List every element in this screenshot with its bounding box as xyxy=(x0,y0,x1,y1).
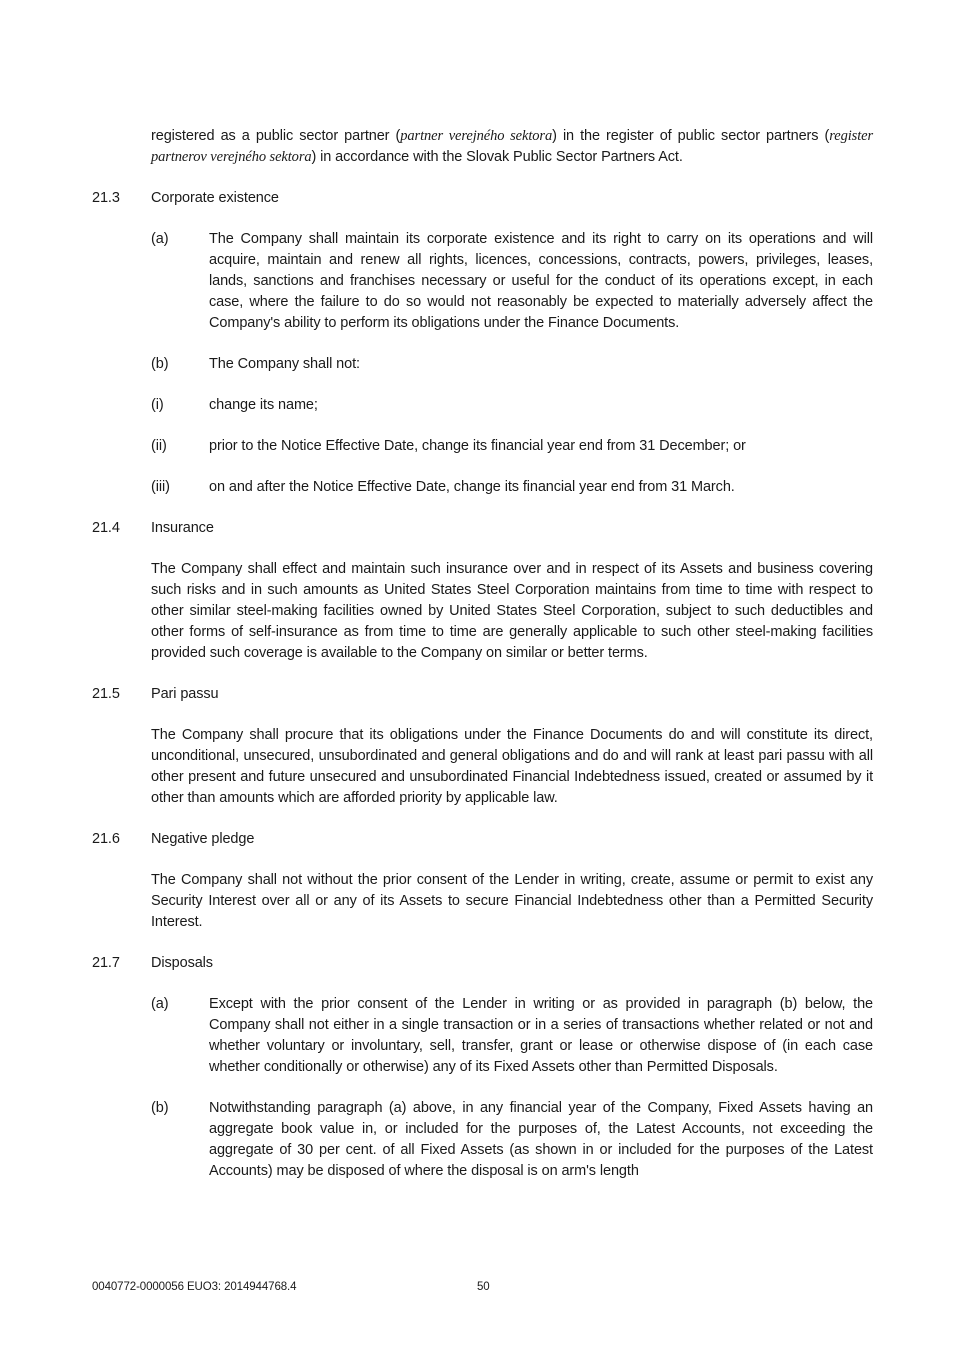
section-number: 21.3 xyxy=(92,190,120,206)
list-item-i xyxy=(151,395,873,416)
footer-document-reference: 0040772-0000056 EUO3: 2014944768.4 xyxy=(92,1281,297,1293)
list-marker: (b) xyxy=(151,1100,169,1116)
list-item-text: Except with the prior consent of the Lender in writing or as provided in paragraph (b) below, the Company shall not either in a single transaction or in a series of transactions whether related or not and whether voluntary or involuntary, sell, transfer, grant or lease or otherwise dispose of (in each case whether conditionally or otherwise) any of its Fixed Assets other than Permitted Disposals. xyxy=(209,996,873,1075)
intro-text-2: ) in the register of public sector partners ( xyxy=(552,128,830,144)
list-marker: (ii) xyxy=(151,438,167,454)
section-number: 21.6 xyxy=(92,831,120,847)
list-marker: (iii) xyxy=(151,479,170,495)
list-item-iii xyxy=(151,477,873,498)
section-number: 21.5 xyxy=(92,686,120,702)
list-item-ii xyxy=(151,436,873,457)
section-number: 21.4 xyxy=(92,520,120,536)
list-item-text: change its name; xyxy=(209,397,318,413)
section-title: Disposals xyxy=(151,955,213,971)
section-body: The Company shall effect and maintain such insurance over and in respect of its Assets and business covering such risks and in such amounts as United States Steel Corporation maintains from time to time with respect to other similar steel-making facilities owned by United States Steel Corporation, subject to such deductibles and other forms of self-insurance as from time to time are generally applicable to such other steel-making facilities provided such coverage is available to the Company on similar or better terms. xyxy=(151,561,873,661)
intro-text-3: ) in accordance with the Slovak Public Sector Partners Act. xyxy=(311,149,683,165)
section-heading-21-3 xyxy=(92,188,873,209)
list-item-b xyxy=(151,1098,873,1182)
section-heading-21-6 xyxy=(92,829,873,850)
intro-paragraph xyxy=(151,126,873,168)
list-item-text: on and after the Notice Effective Date, change its financial year end from 31 March. xyxy=(209,479,735,495)
section-number: 21.7 xyxy=(92,955,120,971)
intro-italic-2: register partnerov verejného sektora xyxy=(151,128,874,165)
section-title: Pari passu xyxy=(151,686,219,702)
intro-italic-1: partner verejného sektora xyxy=(400,128,553,144)
list-item-text: Notwithstanding paragraph (a) above, in any financial year of the Company, Fixed Assets having an aggregate book value in, or included for the purposes of, the Latest Accounts, not exceeding the aggregate of 30 per cent. of all Fixed Assets (as shown in or included for the purposes of the Latest Accounts) may be disposed of where the disposal is on arm's length xyxy=(209,1100,873,1179)
list-item-a xyxy=(151,229,873,334)
section-heading-21-4 xyxy=(92,518,873,539)
list-item-text: prior to the Notice Effective Date, change its financial year end from 31 December; or xyxy=(209,438,746,454)
list-item-b xyxy=(151,354,873,375)
section-title: Insurance xyxy=(151,520,214,536)
section-heading-21-5 xyxy=(92,684,873,705)
section-body: The Company shall procure that its obligations under the Finance Documents do and will constitute its direct, unconditional, unsecured, unsubordinated and general obligations and do and will rank at least pari passu with all other present and future unsecured and unsubordinated Financial Indebtedness issued, created or assumed by it other than amounts which are afforded priority by applicable law. xyxy=(151,727,873,806)
section-title: Corporate existence xyxy=(151,190,279,206)
list-item-a xyxy=(151,994,873,1078)
list-marker: (a) xyxy=(151,231,169,247)
section-heading-21-7 xyxy=(92,953,873,974)
list-marker: (i) xyxy=(151,397,164,413)
list-item-text: The Company shall maintain its corporate existence and its right to carry on its operations and will acquire, maintain and renew all rights, licences, concessions, contracts, powers, privileges, leases, lands, sanctions and franchises necessary or useful for the conduct of its operations except, in each case, where the failure to do so would not reasonably be expected to materially adversely affect the Company's ability to perform its obligations under the Finance Documents. xyxy=(209,231,873,331)
section-title: Negative pledge xyxy=(151,831,255,847)
list-item-text: The Company shall not: xyxy=(209,356,360,372)
document-content xyxy=(92,126,873,1202)
footer-page-number: 50 xyxy=(477,1281,490,1293)
list-marker: (a) xyxy=(151,996,169,1012)
section-body: The Company shall not without the prior consent of the Lender in writing, create, assume or permit to exist any Security Interest over all or any of its Assets to secure Financial Indebtedness other than a Permitted Security Interest. xyxy=(151,872,873,930)
list-marker: (b) xyxy=(151,356,169,372)
intro-text-1: registered as a public sector partner ( xyxy=(151,128,401,144)
